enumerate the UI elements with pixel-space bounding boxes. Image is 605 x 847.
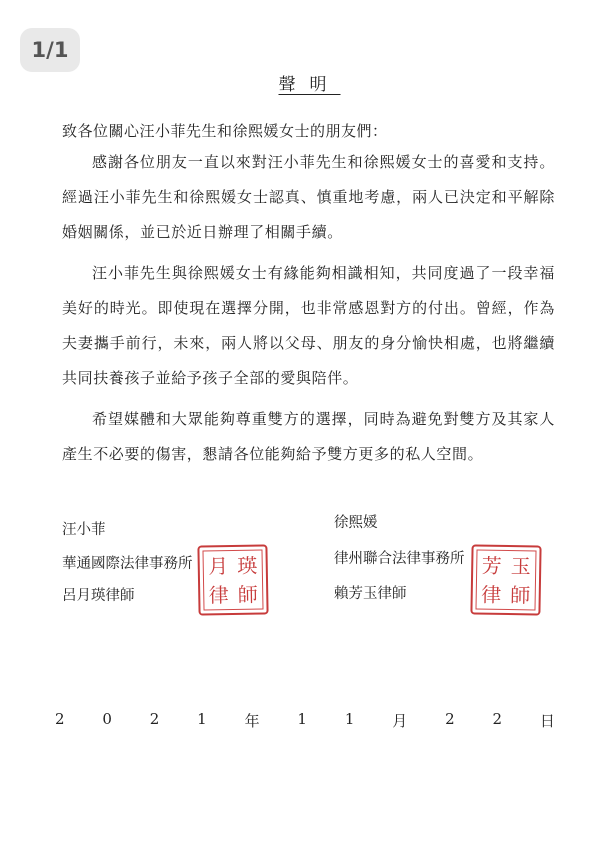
date-char: 月 — [392, 712, 408, 730]
lawyer-name: 呂月瑛律師 — [62, 588, 135, 604]
lawyer-seal-stamp: 月 瑛 律 師 — [197, 544, 268, 615]
lawyer-name: 賴芳玉律師 — [334, 586, 407, 602]
date-char: 2 — [149, 710, 160, 728]
date-char: 日 — [539, 712, 555, 730]
date-char: 年 — [244, 712, 260, 730]
date-char: 2 — [492, 710, 502, 728]
signatory-name: 汪小菲 — [62, 522, 106, 538]
statement-date — [55, 710, 555, 731]
date-char: 1 — [197, 710, 207, 728]
signatory-name: 徐熙媛 — [334, 515, 378, 531]
law-firm: 華通國際法律事務所 — [62, 556, 193, 572]
date-char: 2 — [445, 710, 455, 728]
paragraph: 希望媒體和大眾能夠尊重雙方的選擇，同時為避免對雙方及其家人產生不必要的傷害，懇請各位能夠給予雙方更多的私人空間。 — [62, 410, 555, 463]
date-char: 1 — [344, 710, 355, 728]
document-title: 聲明 — [278, 75, 341, 95]
date-char: 2 — [55, 710, 65, 728]
date-char: 1 — [297, 710, 307, 728]
paragraph: 感謝各位朋友一直以來對汪小菲先生和徐熙媛女士的喜愛和支持。經過汪小菲先生和徐熙媛女士認真、慎重地考慮，兩人已決定和平解除婚姻關係，並已於近日辦理了相關手續。 — [62, 153, 555, 241]
page-indicator: 1/1 — [20, 28, 80, 72]
salutation: 致各位關心汪小菲先生和徐熙媛女士的朋友們： — [62, 122, 388, 140]
paragraph: 汪小菲先生與徐熙媛女士有緣能夠相識相知，共同度過了一段幸福美好的時光。即使現在選擇分開，也非常感恩對方的付出。曾經，作為夫妻攜手前行，未來，兩人將以父母、朋友的身分愉快相處，也將繼續共同扶養孩子並給予孩子全部的愛與陪伴。 — [62, 264, 555, 387]
statement-body — [62, 145, 555, 478]
lawyer-seal-stamp: 芳 玉 律 師 — [470, 544, 541, 615]
date-char: 0 — [102, 710, 112, 728]
law-firm: 律州聯合法律事務所 — [334, 551, 465, 567]
